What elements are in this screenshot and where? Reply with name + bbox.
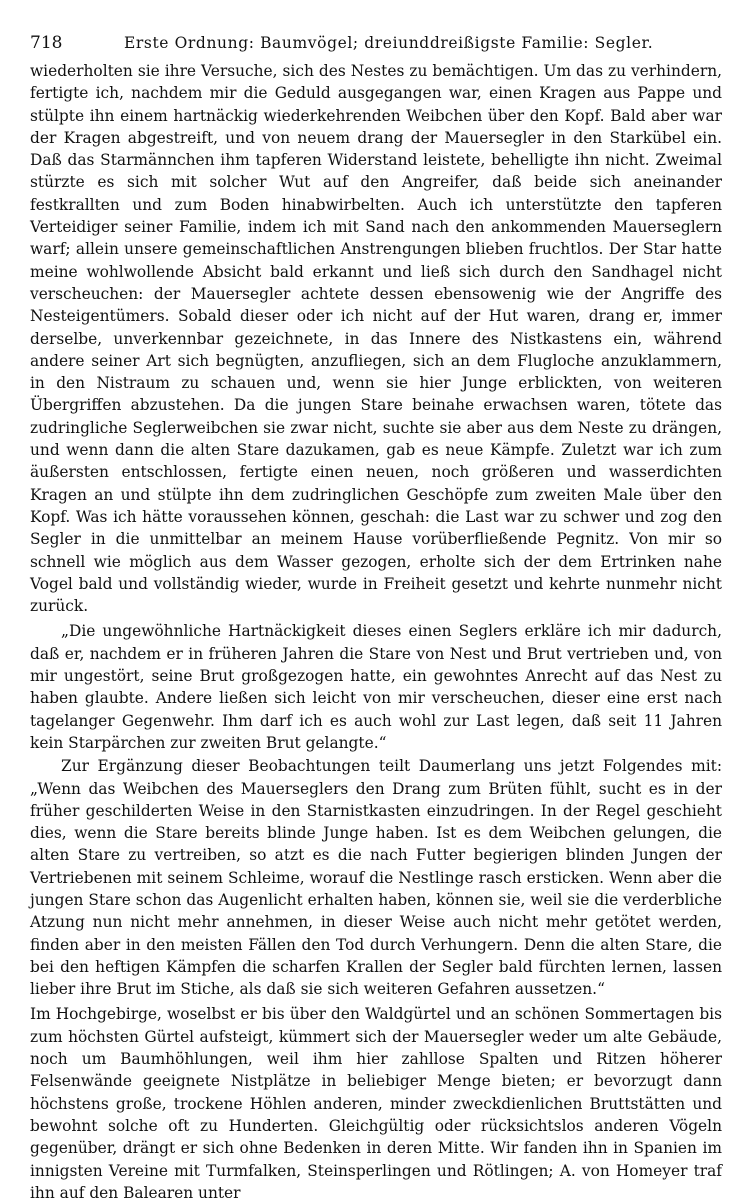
paragraph-continuation: wiederholten sie ihre Versuche, sich des Nestes zu bemächtigen. Um das zu verhindern, fertigte ich, nachdem mir die Geduld ausgegangen war, einen Kragen aus Pappe und stülpte ihn einem hartnäckig wiederkehrenden Weibchen über den Kopf. Bald aber war der Kragen abgestreift, und von neuem drang der Mauersegler in den Starkübel ein. Daß das Starmännchen ihm tapferen Widerstand leistete, behelligte ihn nicht. Zweimal stürzte es sich mit solcher Wut auf den Angreifer, daß beide sich aneinander festkrallten und zum Boden hinabwirbelten. Auch ich unterstützte den tapferen Verteidiger seiner Familie, indem ich mit Sand nach den ankommenden Mauerseglern warf; allein unsere gemeinschaftlichen Anstrengungen blieben fruchtlos. Der Star hatte meine wohlwollende Absicht bald erkannt und ließ sich durch den Sandhagel nicht verscheuchen: der Mauersegler achtete dessen ebensowenig wie der Angriffe des Nesteigentümers. Sobald dieser oder ich nicht auf der Hut waren, drang er, immer derselbe, unverkennbar gezeichnete, in das Innere des Nistkastens ein, während andere seiner Art sich begnügten, anzufliegen, sich an dem Flugloche anzuklammern, in den Nistraum zu schauen und, wenn sie hier Junge erblickten, von weiteren Übergriffen abzustehen. Da die jungen Stare beinahe erwachsen waren, tötete das zudringliche Seglerweibchen sie zwar nicht, suchte sie aber aus dem Neste zu drängen, und wenn dann die alten Stare dazukamen, gab es neue Kämpfe. Zuletzt war ich zum äußersten entschlossen, fertigte einen neuen, noch größeren und wasserdichten Kragen an und stülpte ihn dem zudringlichen Geschöpfe zum zweiten Male über den Kopf. Was ich hätte voraussehen können, geschah: die Last war zu schwer und zog den Segler in die unmittelbar an meinem Hause vorüberfließende Pegnitz. Von mir so schnell wie möglich aus dem Wasser gezogen, erholte sich der dem Ertrinken nahe Vogel bald und vollständig wieder, wurde in Freiheit gesetzt und kehrte nunmehr nicht zurück. (30, 62, 722, 616)
page-number: 718 (30, 33, 63, 53)
running-head: Erste Ordnung: Baumvögel; dreiunddreißigste Familie: Segler. (124, 34, 654, 52)
paragraph-quote: „Die ungewöhnliche Hartnäckigkeit dieses einen Seglers erkläre ich mir dadurch, daß er, nachdem er in früheren Jahren die Stare von Nest und Brut vertrieben und, von mir ungestört, seine Brut großgezogen hatte, ein gewohntes Anrecht auf das Nest zu haben glaubte. Andere ließen sich leicht von mir verscheuchen, dieser eine erst nach tagelanger Gegenwehr. Ihm darf ich es auch wohl zur Last legen, daß seit 11 Jahren kein Starpärchen zur zweiten Brut gelangte.“ (30, 622, 722, 752)
body-text (30, 60, 722, 1204)
paragraph-hochgebirge: Im Hochgebirge, woselbst er bis über den Waldgürtel und an schönen Sommertagen bis zum höchsten Gürtel aufsteigt, kümmert sich der Mauersegler weder um alte Gebäude, noch um Baumhöhlungen, weil ihm hier zahllose Spalten und Ritzen höherer Felsenwände geeignete Nistplätze in beliebiger Menge bieten; er bevorzugt dann höchstens große, trockene Höhlen anderen, minder zweckdienlichen Bruttstätten und bewohnt solche oft zu Hunderten. Gleichgültig oder rücksichtslos anderen Vögeln gegenüber, drängt er sich ohne Bedenken in deren Mitte. Wir fanden ihn in Spanien im innigsten Vereine mit Turmfalken, Steinsperlingen und Rötlingen; A. von Homeyer traf ihn auf den Balearen unter (30, 1005, 722, 1202)
page-header (30, 30, 720, 56)
paragraph-daumerlang: Zur Ergänzung dieser Beobachtungen teilt Daumerlang uns jetzt Folgendes mit: „Wenn das Weibchen des Mauerseglers den Drang zum Brüten fühlt, sucht es in der früher geschilderten Weise in den Starnistkasten einzudringen. In der Regel geschieht dies, wenn die Stare bereits blinde Junge haben. Ist es dem Weibchen gelungen, die alten Stare zu vertreiben, so atzt es die nach Futter begierigen blinden Jungen der Vertriebenen mit seinem Schleime, worauf die Nestlinge rasch ersticken. Wenn aber die jungen Stare schon das Augenlicht erhalten haben, können sie, weil sie die verderbliche Atzung nun nicht mehr annehmen, in dieser Weise auch nicht mehr getötet werden, finden aber in den meisten Fällen den Tod durch Verhungern. Denn die alten Stare, die bei den heftigen Kämpfen die scharfen Krallen der Segler bald fürchten lernen, lassen lieber ihre Brut im Stiche, als daß sie sich weiteren Gefahren aussetzen.“ (30, 757, 722, 999)
